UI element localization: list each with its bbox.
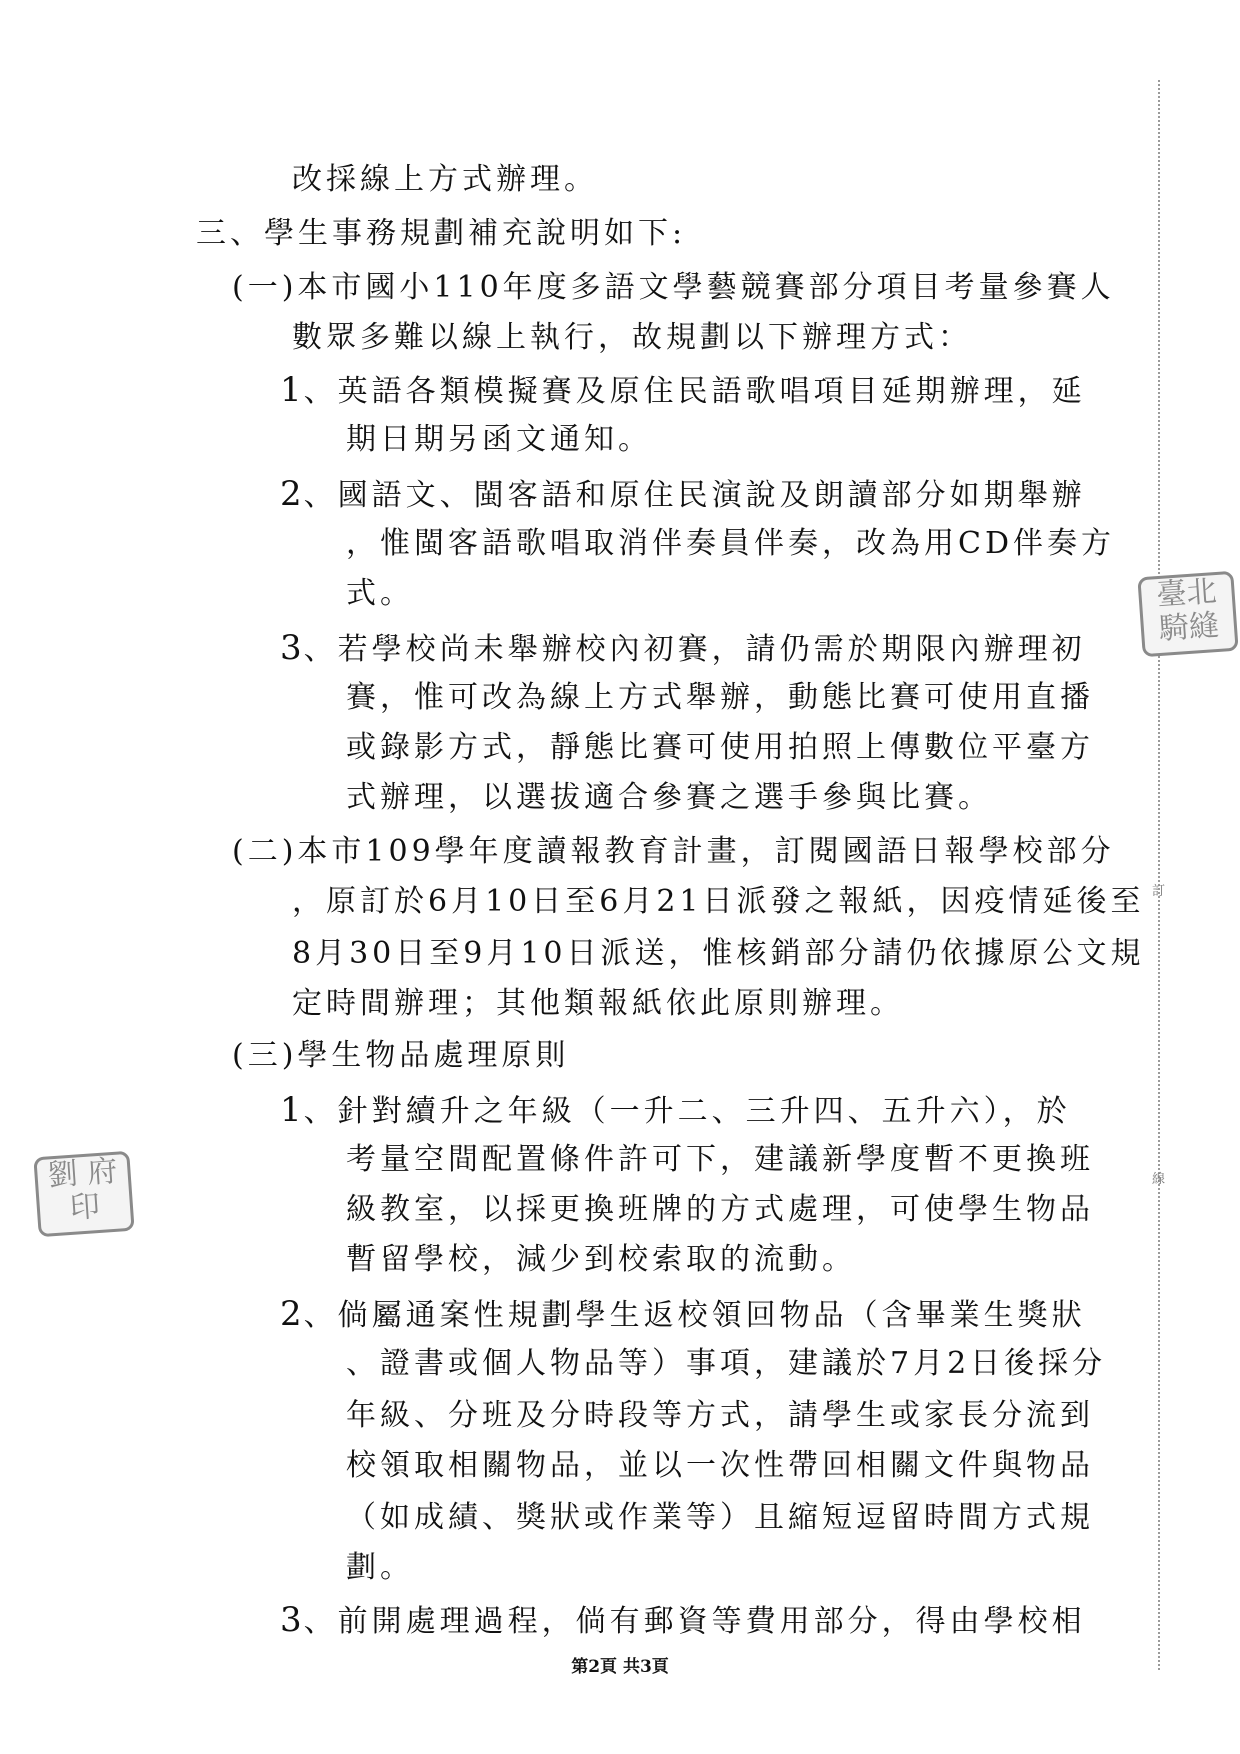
list-item xyxy=(280,1090,1071,1132)
text-line: 定時間辦理；其他類報紙依此原則辦理。 xyxy=(292,986,904,1021)
list-item-text: 、倘屬通案性規劃學生返校領回物品（含畢業生獎狀 xyxy=(303,1298,1086,1333)
text-line: 改採線上方式辦理。 xyxy=(292,162,598,197)
binding-line xyxy=(1158,80,1160,1670)
list-item-text: 、前開處理過程，倘有郵資等費用部分，得由學校相 xyxy=(303,1604,1086,1639)
section-heading: 三、學生事務規劃補充說明如下: xyxy=(196,216,687,251)
item-number: 1 xyxy=(280,1090,302,1130)
list-item xyxy=(280,474,1086,516)
seal-stamp: 臺北 騎縫 xyxy=(1137,571,1238,658)
text-line: 式辦理，以選拔適合參賽之選手參與比賽。 xyxy=(346,780,992,815)
text-line: 式。 xyxy=(346,576,414,611)
item-number: 3 xyxy=(280,1600,302,1640)
text-line: 校領取相關物品，並以一次性帶回相關文件與物品 xyxy=(346,1448,1094,1483)
text-line: 或錄影方式，靜態比賽可使用拍照上傳數位平臺方 xyxy=(346,730,1094,765)
text-line: 期日期另函文通知。 xyxy=(346,422,652,457)
text-line: 暫留學校，減少到校索取的流動。 xyxy=(346,1242,856,1277)
text-line: 賽，惟可改為線上方式舉辦，動態比賽可使用直播 xyxy=(346,680,1094,715)
list-item xyxy=(280,628,1086,670)
text-line: ，惟閩客語歌唱取消伴奏員伴奏，改為用CD伴奏方 xyxy=(346,526,1116,561)
text-line: 8月30日至9月10日派送，惟核銷部分請仍依據原公文規 xyxy=(292,936,1145,971)
subsection-heading: (三)學生物品處理原則 xyxy=(232,1038,570,1073)
text-line: ，原訂於6月10日至6月21日派發之報紙，因疫情延後至 xyxy=(292,884,1145,919)
item-number: 3 xyxy=(280,628,302,668)
list-item xyxy=(280,1294,1086,1336)
binding-mark: 線 xyxy=(1152,1172,1166,1187)
text-line: (二)本市109學年度讀報教育計畫，訂閱國語日報學校部分 xyxy=(232,834,1115,869)
item-number: 2 xyxy=(280,1294,302,1334)
list-item-text: 、針對續升之年級（一升二、三升四、五升六），於 xyxy=(303,1094,1071,1129)
list-item xyxy=(280,1600,1086,1642)
seal-stamp: 劉 府 印 xyxy=(33,1151,134,1238)
list-item xyxy=(280,370,1086,412)
item-number: 1 xyxy=(280,370,302,410)
item-number: 2 xyxy=(280,474,302,514)
text-line: (一)本市國小110年度多語文學藝競賽部分項目考量參賽人 xyxy=(232,270,1115,305)
list-item-text: 、國語文、閩客語和原住民演說及朗讀部分如期舉辦 xyxy=(303,478,1086,513)
text-line: 、證書或個人物品等）事項，建議於7月2日後採分 xyxy=(346,1346,1107,1381)
text-line: 劃。 xyxy=(346,1550,414,1585)
text-line: （如成績、獎狀或作業等）且縮短逗留時間方式規 xyxy=(346,1500,1094,1535)
page-footer: 第2頁 共3頁 xyxy=(571,1657,669,1677)
list-item-text: 、若學校尚未舉辦校內初賽，請仍需於期限內辦理初 xyxy=(303,632,1086,667)
text-line: 年級、分班及分時段等方式，請學生或家長分流到 xyxy=(346,1398,1094,1433)
text-line: 數眾多難以線上執行，故規劃以下辦理方式： xyxy=(292,320,972,355)
text-line: 級教室，以採更換班牌的方式處理，可使學生物品 xyxy=(346,1192,1094,1227)
binding-mark: 訂 xyxy=(1152,884,1166,899)
list-item-text: 、英語各類模擬賽及原住民語歌唱項目延期辦理，延 xyxy=(303,374,1086,409)
text-line: 考量空間配置條件許可下，建議新學度暫不更換班 xyxy=(346,1142,1094,1177)
